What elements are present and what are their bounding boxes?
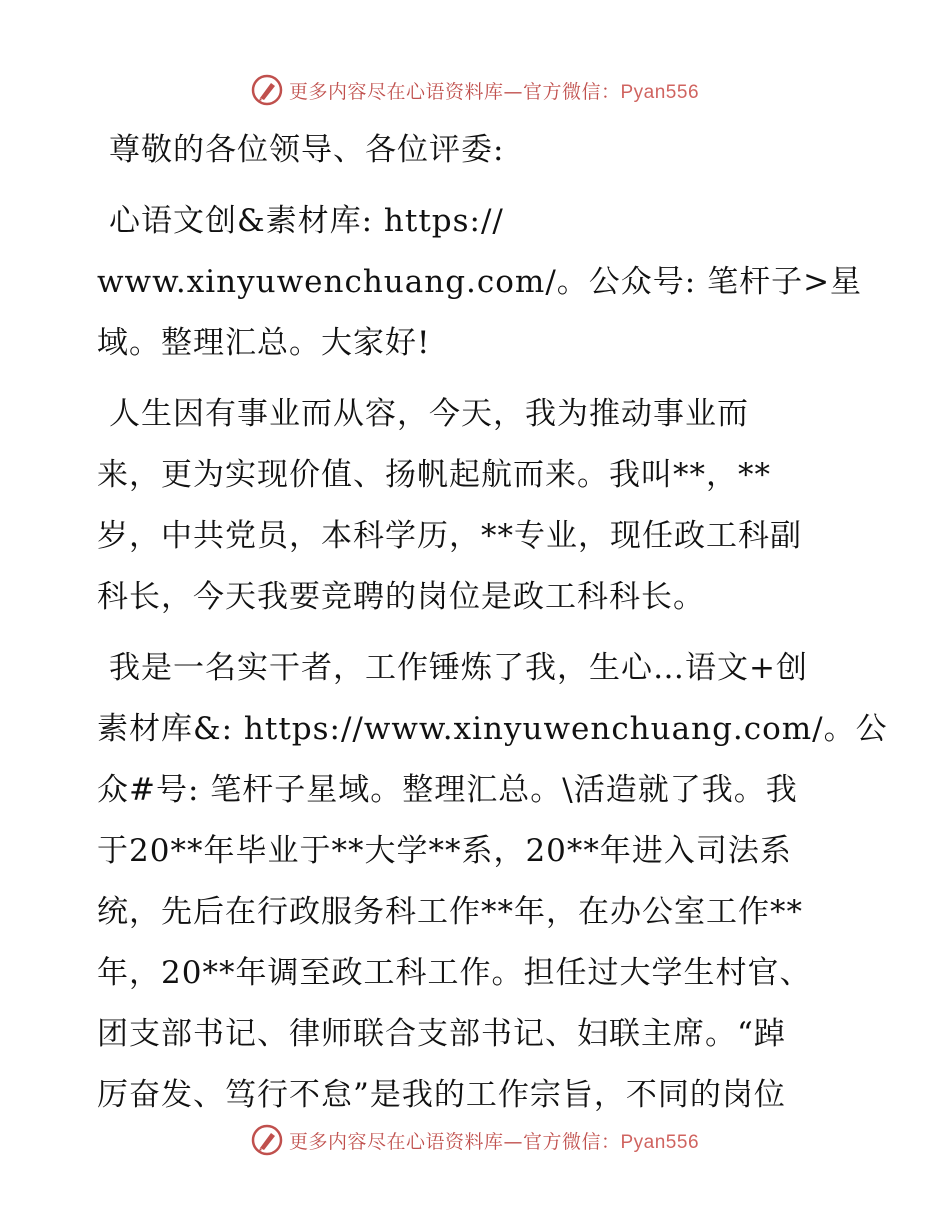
- paragraph-line: 众#号: 笔杆子星域。整理汇总。\活造就了我。我: [97, 772, 798, 808]
- paragraph-line: 于20**年毕业于**大学**系，20**年进入司法系: [97, 833, 792, 869]
- banner-dash: —: [503, 1130, 523, 1153]
- paragraph-line: 域。整理汇总。大家好!: [97, 325, 431, 361]
- paragraph-source: [97, 191, 863, 374]
- banner-wechat-handle: Pyan556: [620, 81, 700, 103]
- banner-slogan: 更多内容尽在心语资料库: [288, 80, 504, 103]
- paragraph-line: 年，20**年调至政工科工作。担任过大学生村官、: [97, 955, 812, 991]
- banner-text: [289, 1127, 699, 1154]
- paragraph-introduction: [97, 384, 857, 628]
- paragraph-line: 人生因有事业而从容，今天，我为推动事业而: [109, 396, 749, 432]
- paragraph-line: 尊敬的各位领导、各位评委:: [109, 132, 505, 168]
- paragraph-line: 岁，中共党员，本科学历，**专业，现任政工科副: [97, 518, 802, 554]
- paragraph-line: www.xinyuwenchuang.com/。公众号: 笔杆子>星: [97, 264, 863, 300]
- banner-wechat-label: 官方微信：: [522, 80, 621, 103]
- banner-dash: —: [503, 80, 523, 103]
- paragraph-line: 我是一名实干者，工作锤炼了我，生心…语文+创: [109, 650, 808, 686]
- paragraph-line: 厉奋发、笃行不怠”是我的工作宗旨，不同的岗位: [97, 1077, 786, 1113]
- paragraph-line: 团支部书记、律师联合支部书记、妇联主席。“踔: [97, 1016, 786, 1052]
- banner-slogan: 更多内容尽在心语资料库: [288, 1130, 504, 1153]
- banner-text: [289, 77, 699, 104]
- paragraph-line: 素材库&: https://www.xinyuwenchuang.com/。公: [97, 711, 888, 747]
- paragraph-greeting: [97, 120, 857, 181]
- paragraph-experience: [97, 638, 888, 1126]
- paragraph-line: 科长，今天我要竞聘的岗位是政工科科长。: [97, 579, 705, 615]
- header-banner: [0, 70, 950, 110]
- paragraph-line: 心语文创&素材库: https://: [109, 203, 504, 239]
- paragraph-line: 来，更为实现价值、扬帆起航而来。我叫**，**: [97, 457, 771, 493]
- document-body: [97, 120, 888, 1136]
- banner-wechat-handle: Pyan556: [620, 1131, 700, 1153]
- pen-logo-icon: [251, 74, 283, 106]
- paragraph-line: 统，先后在行政服务科工作**年，在办公室工作**: [97, 894, 803, 930]
- banner-wechat-label: 官方微信：: [522, 1130, 621, 1153]
- footer-banner: [0, 1120, 950, 1160]
- pen-logo-icon: [251, 1124, 283, 1156]
